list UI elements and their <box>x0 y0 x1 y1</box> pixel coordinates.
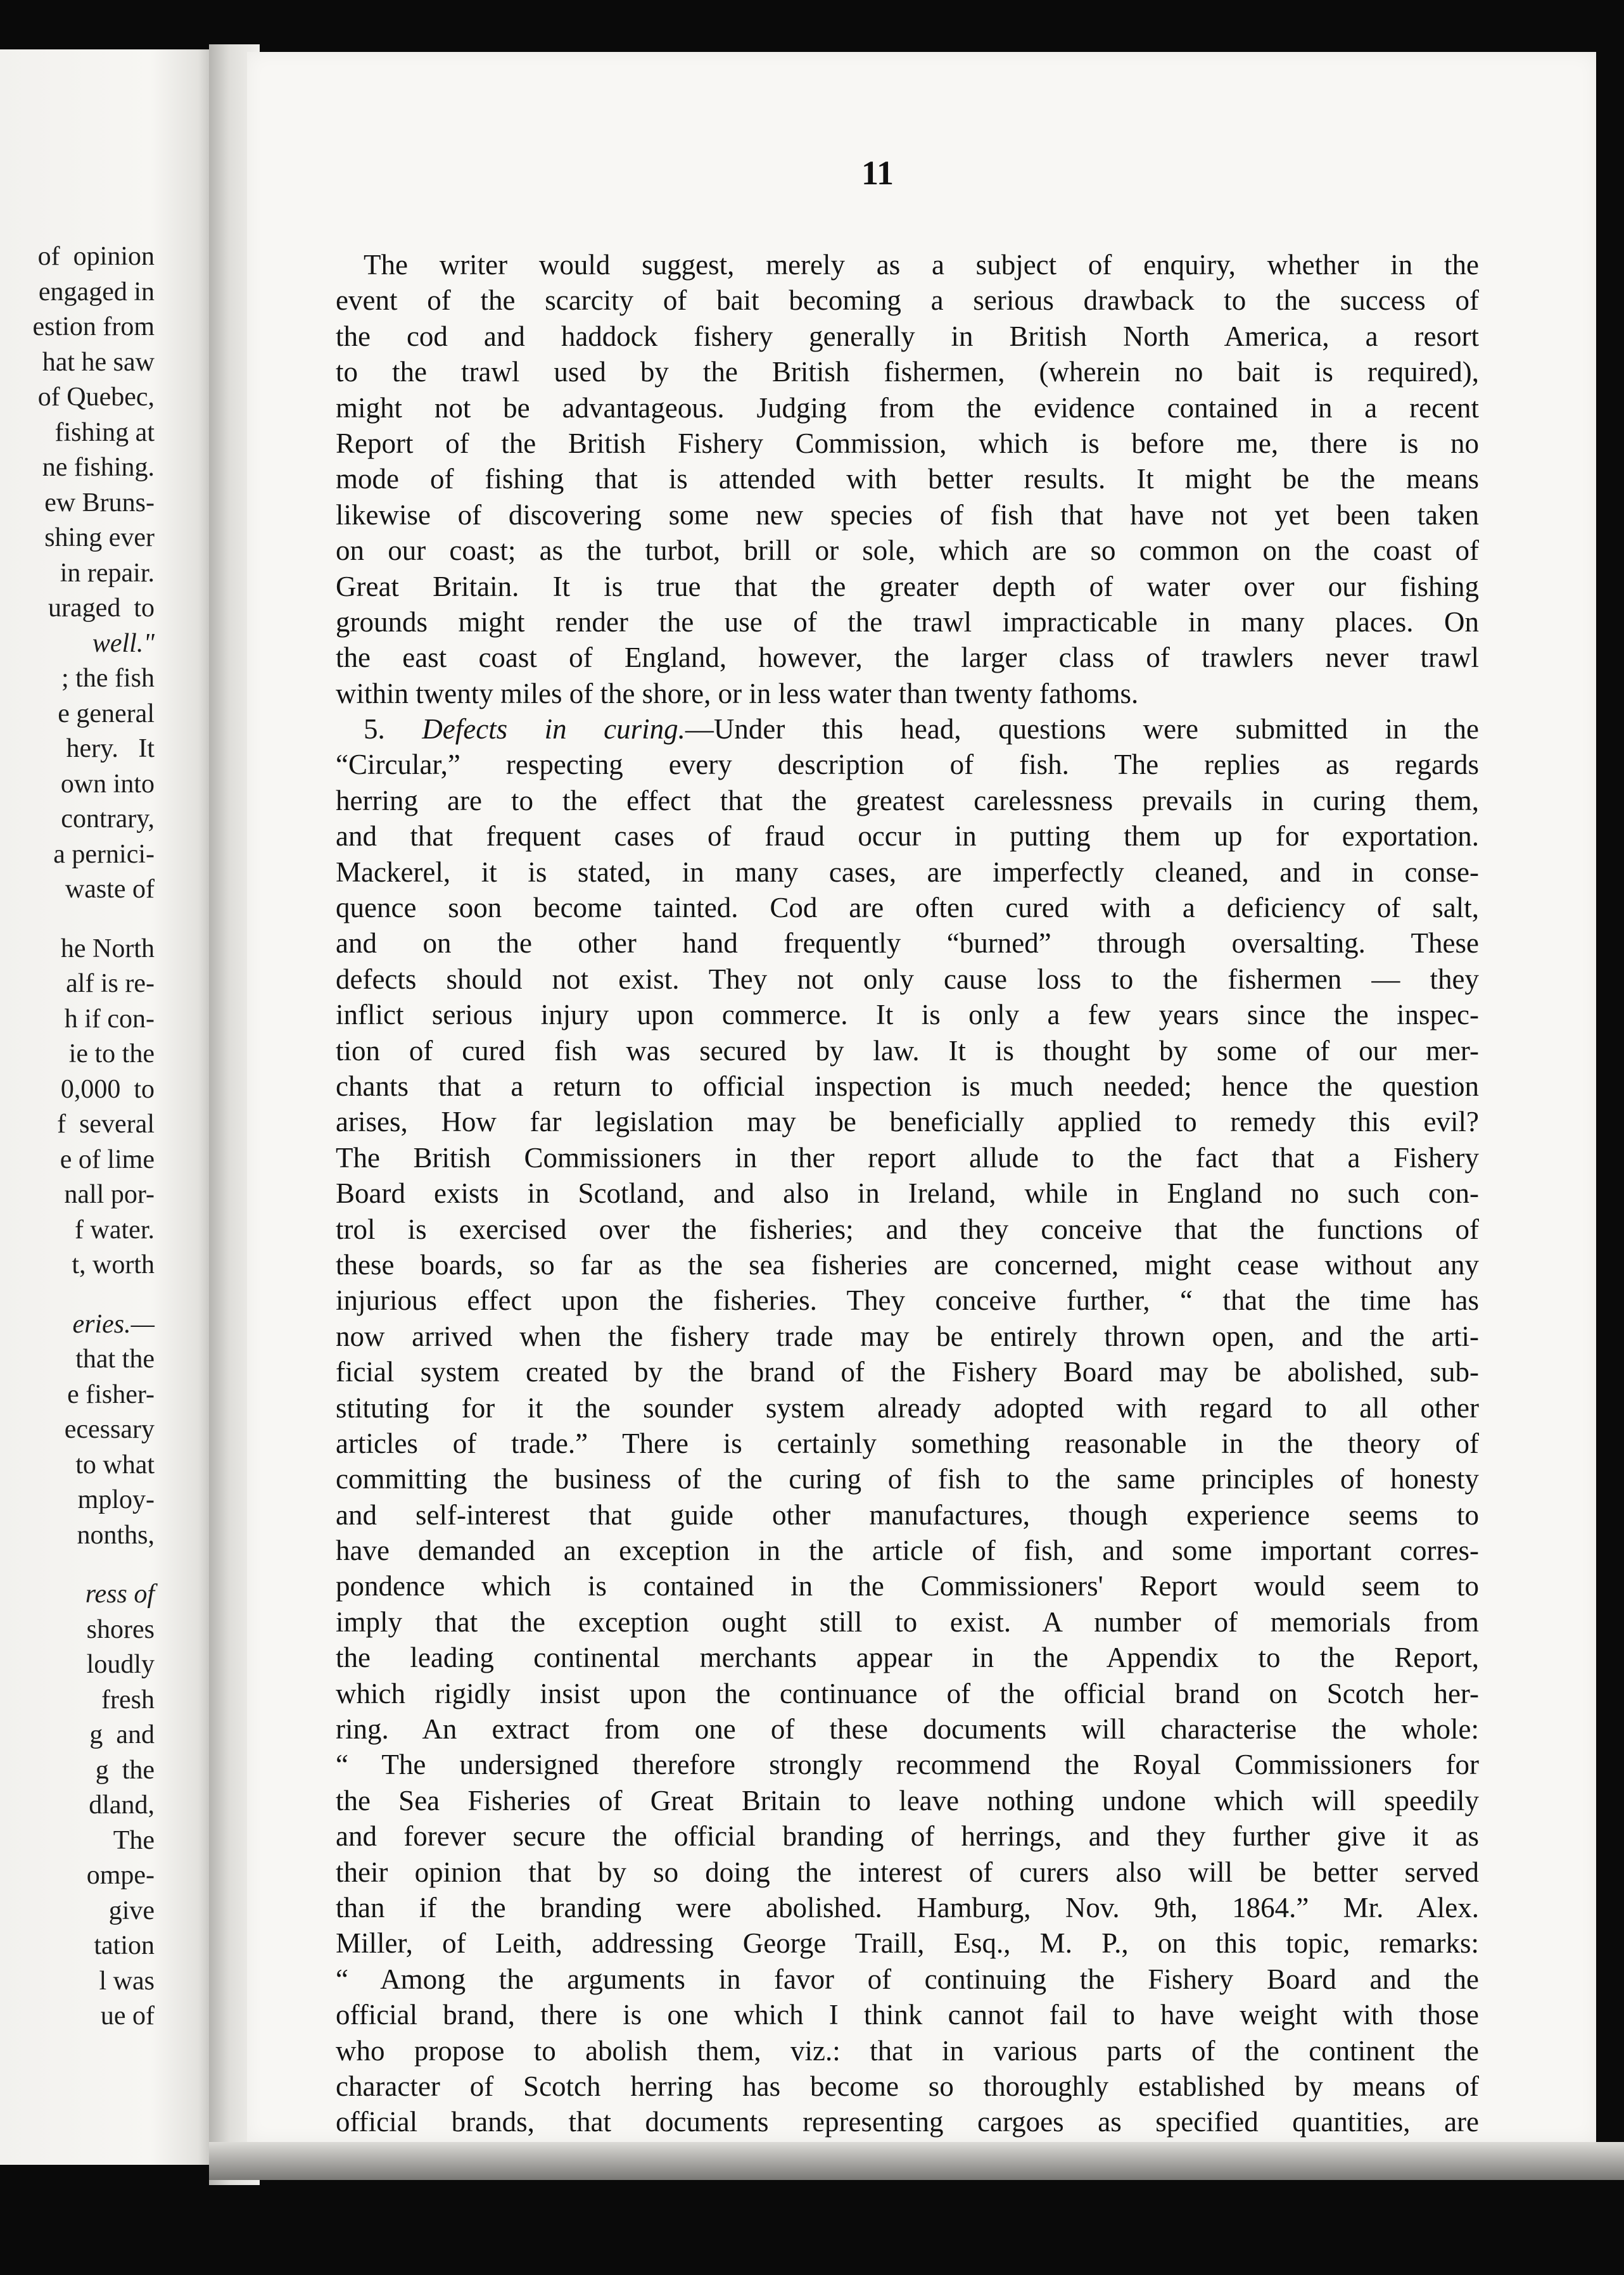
facing-page-line: he North <box>60 934 155 963</box>
text-line: the leading continental merchants appear in the Appendix to the Report, <box>336 1642 1479 1674</box>
text-line: have demanded an exception in the article of fish, and some important corres- <box>336 1535 1479 1567</box>
text-line: quence soon become tainted. Cod are often cured with a deficiency of salt, <box>336 892 1479 924</box>
facing-page-line: uraged to <box>48 593 155 623</box>
facing-page-line: nonths, <box>77 1520 155 1550</box>
text-line: to the trawl used by the British fishermen, (wherein no bait is required), <box>336 356 1479 388</box>
facing-page-line: eries.— <box>72 1309 155 1339</box>
facing-page-line: estion from <box>32 312 155 341</box>
text-line: inflict serious injury upon commerce. It is only a few years since the inspec- <box>336 999 1479 1031</box>
text-line: character of Scotch herring has become so thoroughly established by means of <box>336 2070 1479 2102</box>
section-heading-italic: Defects in curing. <box>422 713 685 745</box>
text-line: stituting for it the sounder system already adopted with regard to all other <box>336 1391 1479 1424</box>
facing-page-line: a pernici- <box>53 839 155 869</box>
facing-page-line: ; the fish <box>61 664 155 693</box>
page-number: 11 <box>861 154 894 192</box>
text-line: official brand, there is one which I think cannot fail to have weight with those <box>336 1999 1479 2031</box>
facing-page-line: fresh <box>101 1685 155 1714</box>
text-line: might not be advantageous. Judging from the evidence contained in a recent <box>336 391 1479 424</box>
text-line: Board exists in Scotland, and also in Ireland, while in England no such con- <box>336 1177 1479 1210</box>
text-line: articles of trade.” There is certainly something reasonable in the theory of <box>336 1427 1479 1459</box>
facing-page-line: that the <box>75 1345 155 1374</box>
text-line: committing the business of the curing of fish to the same principles of honesty <box>336 1463 1479 1495</box>
facing-page-line: l was <box>99 1966 155 1996</box>
text-line: likewise of discovering some new species of fish that have not yet been taken <box>336 498 1479 531</box>
facing-page-line: ompe- <box>86 1861 155 1890</box>
facing-page-line: waste of <box>65 875 155 904</box>
facing-page-fragment <box>0 49 215 2165</box>
facing-page-line: hat he saw <box>42 347 155 377</box>
text-line: herring are to the effect that the greatest carelessness prevails in curing them, <box>336 784 1479 816</box>
facing-page-line: shores <box>86 1614 155 1644</box>
text-line: than if the branding were abolished. Hamburg, Nov. 9th, 1864.” Mr. Alex. <box>336 1891 1479 1923</box>
facing-page-line: to what <box>75 1450 155 1480</box>
facing-page-line: own into <box>60 769 155 799</box>
text-line: and self-interest that guide other manufactures, though experience seems to <box>336 1499 1479 1531</box>
text-line: the Sea Fisheries of Great Britain to leave nothing undone which will speedily <box>336 1784 1479 1816</box>
text-line: The writer would suggest, merely as a subject of enquiry, whether in the <box>364 249 1479 281</box>
facing-page-line: mploy- <box>77 1485 155 1514</box>
text-line: pondence which is contained in the Commissioners' Report would seem to <box>336 1570 1479 1602</box>
text-line: and on the other hand frequently “burned” through oversalting. These <box>336 927 1479 960</box>
text-line: Report of the British Fishery Commission, which is before me, there is no <box>336 427 1479 459</box>
facing-page-line: ecessary <box>64 1415 155 1444</box>
page-bottom-edge <box>209 2142 1624 2180</box>
text-line: which rigidly insist upon the continuance of the official brand on Scotch her- <box>336 1677 1479 1709</box>
facing-page-line: hery. It <box>66 734 155 763</box>
text-line: 5. Defects in curing.—Under this head, questions were submitted in the <box>364 713 1479 745</box>
text-line: and that frequent cases of fraud occur in putting them up for exportation. <box>336 820 1479 852</box>
text-line: now arrived when the fishery trade may be entirely thrown open, and the arti- <box>336 1320 1479 1352</box>
facing-page-line: fishing at <box>54 417 155 447</box>
facing-page-line: h if con- <box>64 1004 155 1034</box>
text-line: and forever secure the official branding of herrings, and they further give it as <box>336 1820 1479 1853</box>
facing-page-text <box>0 239 155 2034</box>
facing-page-gap <box>0 1553 155 1577</box>
facing-page-line: dland, <box>89 1790 155 1820</box>
text-line: “ Among the arguments in favor of continuing the Fishery Board and the <box>336 1963 1479 1995</box>
facing-page-line: ress of <box>85 1580 155 1609</box>
text-line: imply that the exception ought still to exist. A number of memorials from <box>336 1606 1479 1638</box>
text-line: within twenty miles of the shore, or in less water than twenty fathoms. <box>336 677 1139 709</box>
facing-page-line: contrary, <box>61 804 155 833</box>
facing-page-line: alf is re- <box>66 969 155 998</box>
facing-page-line: e general <box>58 699 155 728</box>
facing-page-gap <box>0 1283 155 1307</box>
main-page <box>247 52 1596 2142</box>
facing-page-line: in repair. <box>60 558 155 588</box>
facing-page-line: The <box>113 1825 155 1855</box>
text-line: official brands, that documents representing cargoes as specified quantities, are <box>336 2106 1479 2138</box>
text-line: “ The undersigned therefore strongly recommend the Royal Commissioners for <box>336 1749 1479 1781</box>
text-line: The British Commissioners in ther report allude to the fact that a Fishery <box>336 1141 1479 1174</box>
facing-page-line: well." <box>92 628 155 658</box>
facing-page-line: of opinion <box>37 242 155 271</box>
facing-page-line: e of lime <box>60 1144 155 1174</box>
facing-page-line: of Quebec, <box>37 383 155 412</box>
text-line: mode of fishing that is attended with better results. It might be the means <box>336 463 1479 495</box>
facing-page-line: ew Bruns- <box>44 488 155 517</box>
facing-page-line: engaged in <box>38 277 155 307</box>
text-line: event of the scarcity of bait becoming a serious drawback to the success of <box>336 284 1479 317</box>
text-line: “Circular,” respecting every description of fish. The replies as regards <box>336 749 1479 781</box>
text-line: ficial system created by the brand of the Fishery Board may be abolished, sub- <box>336 1356 1479 1388</box>
text-line: grounds might render the use of the trawl impracticable in many places. On <box>336 605 1479 638</box>
facing-page-line: nall por- <box>64 1180 155 1209</box>
text-line: the east coast of England, however, the larger class of trawlers never trawl <box>336 642 1479 674</box>
text-line: trol is exercised over the fisheries; and they conceive that the functions of <box>336 1213 1479 1245</box>
text-line: injurious effect upon the fisheries. They conceive further, “ that the time has <box>336 1284 1479 1317</box>
facing-page-line: ne fishing. <box>42 453 155 482</box>
text-line: the cod and haddock fishery generally in British North America, a resort <box>336 320 1479 352</box>
facing-page-line: ie to the <box>68 1039 155 1068</box>
text-line: their opinion that by so doing the interest of curers also will be better served <box>336 1856 1479 1888</box>
text-line: these boards, so far as the sea fisheries are concerned, might cease without any <box>336 1248 1479 1281</box>
text-line: ring. An extract from one of these documents will characterise the whole: <box>336 1713 1479 1746</box>
facing-page-line: g the <box>95 1755 155 1785</box>
facing-page-line: shing ever <box>44 523 155 552</box>
facing-page-line: g and <box>89 1720 155 1749</box>
facing-page-line: tation <box>94 1931 155 1960</box>
text-line: defects should not exist. They not only cause loss to the fishermen — they <box>336 963 1479 995</box>
facing-page-line: give <box>108 1896 155 1925</box>
facing-page-line: f water. <box>75 1215 155 1245</box>
text-line: tion of cured fish was secured by law. It is thought by some of our mer- <box>336 1034 1479 1067</box>
facing-page-line: loudly <box>86 1650 155 1679</box>
text-line: Miller, of Leith, addressing George Traill, Esq., M. P., on this topic, remarks: <box>336 1927 1479 1960</box>
text-line: on our coast; as the turbot, brill or sole, which are so common on the coast of <box>336 535 1479 567</box>
text-line: Great Britain. It is true that the greater depth of water over our fishing <box>336 570 1479 602</box>
page-body-text <box>336 247 1479 2140</box>
facing-page-line: 0,000 to <box>60 1074 155 1104</box>
facing-page-line: ue of <box>100 2001 155 2031</box>
facing-page-line: e fisher- <box>67 1379 155 1409</box>
text-line: who propose to abolish them, viz.: that in various parts of the continent the <box>336 2034 1479 2067</box>
text-line: chants that a return to official inspection is much needed; hence the question <box>336 1070 1479 1102</box>
facing-page-line: f several <box>57 1110 155 1139</box>
facing-page-line: t, worth <box>72 1250 155 1279</box>
facing-page-gap <box>0 908 155 932</box>
text-line: Mackerel, it is stated, in many cases, are imperfectly cleaned, and in conse- <box>336 856 1479 888</box>
text-line: arises, How far legislation may be beneficially applied to remedy this evil? <box>336 1106 1479 1138</box>
